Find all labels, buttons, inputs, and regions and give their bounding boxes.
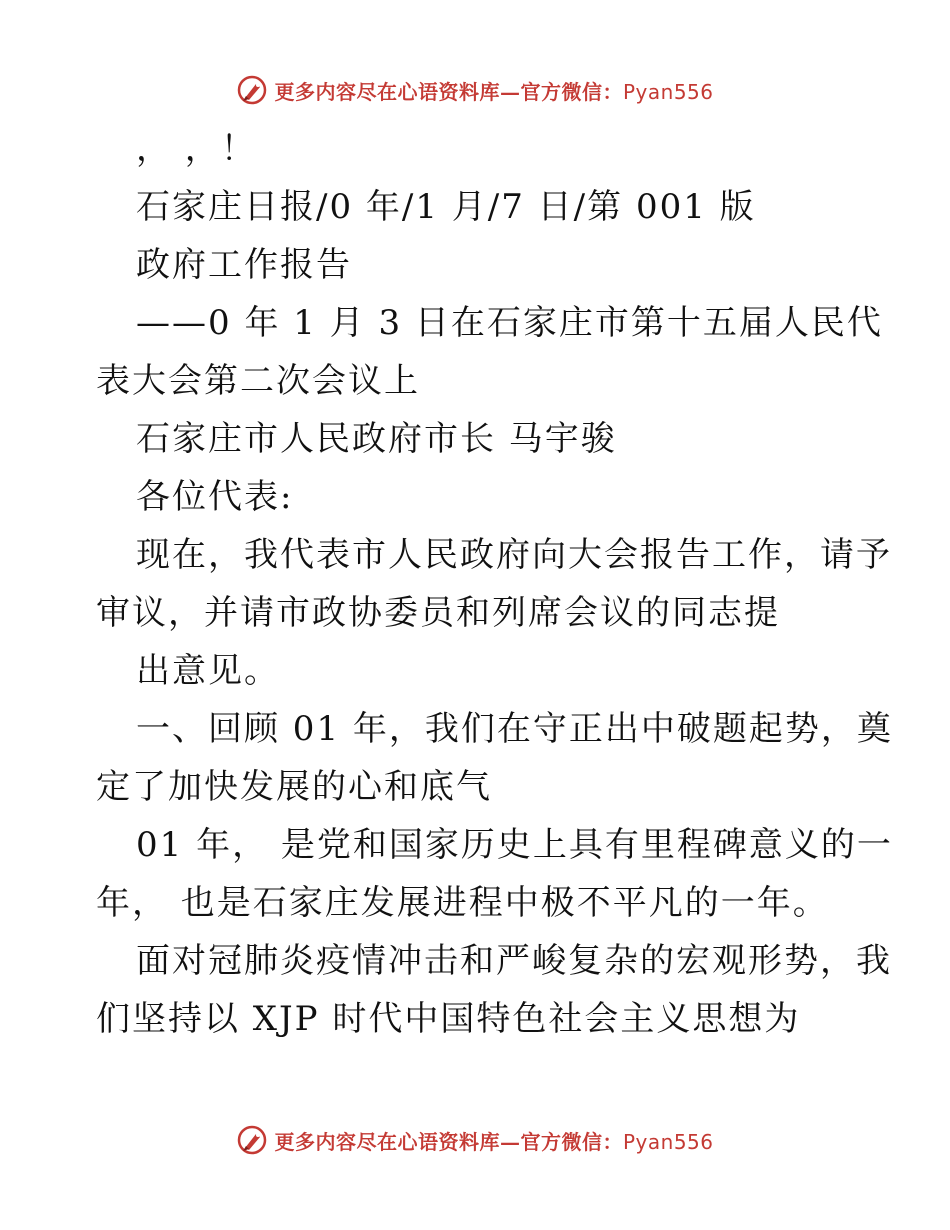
document-body	[96, 120, 893, 1048]
salutation: 各位代表:	[136, 477, 294, 517]
source-line: 石家庄日报/0 年/1 月/7 日/第 001 版	[136, 187, 756, 227]
subtitle-line: 表大会第二次会议上	[96, 361, 420, 401]
pen-nib-logo-icon	[236, 74, 268, 106]
document-title: 政府工作报告	[136, 245, 352, 285]
paragraph-line: 出意见。	[136, 651, 280, 691]
paragraph-line: 面对冠肺炎疫情冲击和严峻复杂的宏观形势，我	[136, 941, 892, 981]
paragraph-line: 们坚持以 XJP 时代中国特色社会主义思想为	[96, 999, 801, 1039]
watermark-text: 更多内容尽在心语资料库—官方微信：Pyan556	[274, 79, 714, 104]
paragraph-line: 现在，我代表市人民政府向大会报告工作，请予	[136, 535, 892, 575]
section-heading: 定了加快发展的心和底气	[96, 767, 492, 807]
watermark-header	[0, 70, 950, 110]
watermark-text: 更多内容尽在心语资料库—官方微信：Pyan556	[274, 1129, 714, 1154]
paragraph-line: 审议，并请市政协委员和列席会议的同志提	[96, 593, 780, 633]
author-line: 石家庄市人民政府市长 马宇骏	[136, 419, 617, 459]
watermark-footer	[0, 1120, 950, 1160]
section-heading: 一、回顾 01 年，我们在守正出中破题起势，奠	[136, 709, 893, 749]
paragraph-line: 年， 也是石家庄发展进程中极不平凡的一年。	[96, 883, 829, 923]
paragraph-line: 01 年， 是党和国家历史上具有里程碑意义的一	[136, 825, 893, 865]
subtitle-line: ——0 年 1 月 3 日在石家庄市第十五届人民代	[136, 303, 883, 343]
pen-nib-logo-icon	[236, 1124, 268, 1156]
text-line: ， ，！	[136, 129, 257, 169]
